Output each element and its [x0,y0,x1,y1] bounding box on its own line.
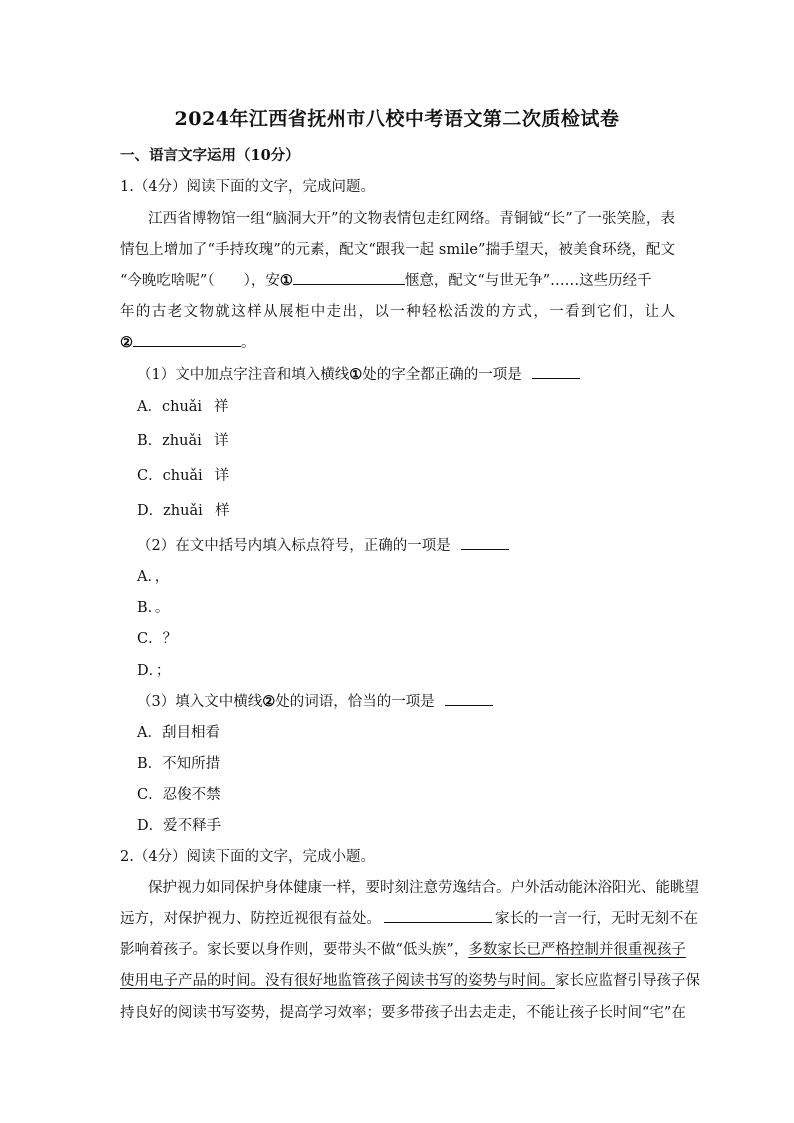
q2-stem: 2.（4分）阅读下面的文字，完成小题。 [120,849,376,865]
option-3a: A．刮目相看 [137,725,220,741]
answer-blank-1 [532,364,580,379]
option-3b: B．不知所措 [137,756,221,772]
q1-passage-line-3: “今晚吃啥呢”（ ），安① 惬意，配文“与世无争”……这些历经千 [120,272,652,289]
q1-sub2-question: （2）在文中括号内填入标点符号，正确的一项是 [137,535,509,557]
option-2b: B．。 [137,600,170,616]
option-1d: D．zhuǎi 样 [137,503,230,519]
blank-3 [384,908,492,923]
blank-2 [133,332,241,347]
q2-passage-line-5: 持良好的阅读书写姿势，提高学习效率；要多带孩子出去走走，不能让孩子长时间“宅”在 [120,1005,686,1021]
underlined-sentence-part-2: 使用电子产品的时间。没有很好地监管孩子阅读书写的姿势与时间。 [120,973,555,989]
q2-passage-line-3: 影响着孩子。家长要以身作则，要带头不做“低头族”，多数家长已严格控制并很重视孩子 [120,942,686,958]
underlined-sentence-part-1: 多数家长已严格控制并很重视孩子 [468,942,686,958]
answer-blank-2 [461,535,509,550]
option-1a: A．chuǎi 祥 [137,399,229,415]
q2-passage-line-2: 远方，对保护视力、防控近视很有益处。 家长的一言一行，无时无刻不在 [120,908,698,930]
blank-1 [293,270,405,285]
q2-passage-line-1: 保护视力如同保护身体健康一样，要时刻注意劳逸结合。户外活动能沐浴阳光、能眺望 [148,880,699,896]
q1-passage-line-4: 年的古老文物就这样从展柜中走出，以一种轻松活泼的方式，一看到它们，让人 [120,304,675,320]
page-title: 2024年江西省抚州市八校中考语文第二次质检试卷 [174,108,620,130]
option-3c: C．忍俊不禁 [137,787,221,803]
option-1b: B．zhuǎi 详 [137,433,229,449]
option-2a: A．， [137,569,170,585]
option-2c: C．？ [137,631,178,647]
q2-passage-line-4: 使用电子产品的时间。没有很好地监管孩子阅读书写的姿势与时间。家长应监督引导孩子保 [120,973,700,989]
section-heading: 一、语言文字运用（10分） [120,147,300,164]
q1-sub3-question: （3）填入文中横线②处的词语，恰当的一项是 [137,691,493,713]
q1-stem: 1.（4分）阅读下面的文字，完成问题。 [120,179,376,195]
answer-blank-3 [445,691,493,706]
q1-sub1-question: （1）文中加点字注音和填入横线①处的字全都正确的一项是 [137,364,580,386]
option-1c: C．chuǎi 详 [137,468,230,484]
q1-passage-line-2: 情包上增加了“手持玫瑰”的元素，配文“跟我一起 smile”揣手望天，被美食环绕，配文 [120,242,675,258]
option-2d: D．； [137,663,171,679]
q1-passage-line-1: 江西省博物馆一组“脑洞大开”的文物表情包走红网络。青铜钺“长”了一张笑脸，表 [148,211,675,227]
q1-passage-line-5: ② 。 [120,334,256,351]
option-3d: D．爱不释手 [137,818,222,834]
